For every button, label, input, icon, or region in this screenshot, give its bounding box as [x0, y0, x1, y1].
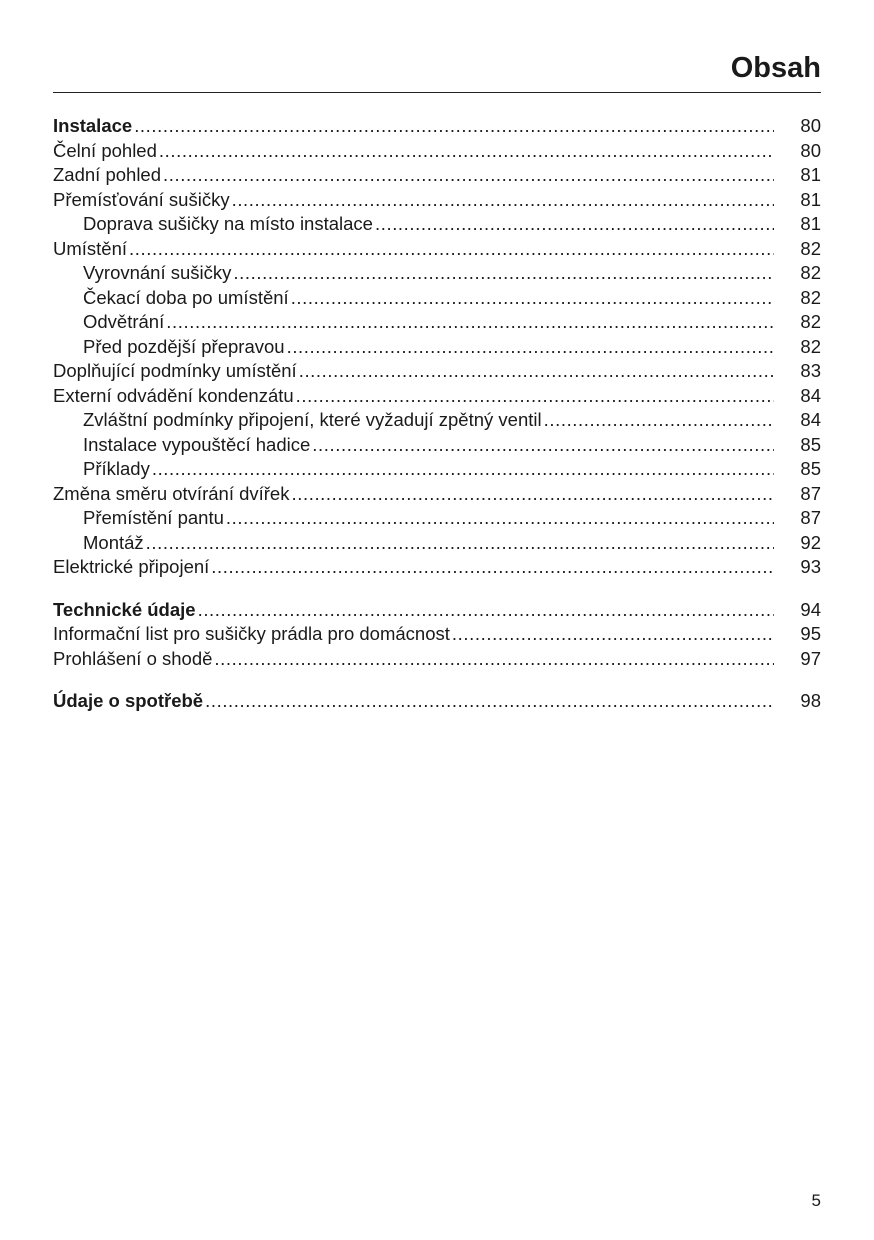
page-number: 5	[811, 1191, 821, 1210]
dot-leader	[134, 114, 774, 139]
toc-entry[interactable]	[53, 237, 821, 262]
dot-leader	[287, 335, 774, 360]
toc-entry-page: 80	[800, 115, 821, 136]
toc-entry-label: Změna směru otvírání dvířek	[53, 482, 290, 504]
toc-entry[interactable]	[53, 408, 821, 433]
toc-entry-label: Vyrovnání sušičky	[83, 262, 232, 283]
dot-leader	[291, 286, 774, 311]
toc-entry-label: Technické údaje	[53, 598, 196, 620]
toc-entry[interactable]	[53, 335, 821, 360]
toc-entry[interactable]	[53, 457, 821, 482]
dot-leader	[312, 433, 774, 458]
toc-entry-page: 82	[800, 335, 821, 357]
toc-entry-label: Přemístění pantu	[83, 507, 224, 528]
dot-leader	[152, 457, 774, 482]
table-of-contents	[53, 114, 821, 714]
dot-leader	[159, 139, 774, 164]
toc-entry-label: Odvětrání	[83, 311, 165, 332]
toc-entry-page: 87	[800, 482, 821, 504]
title-divider	[53, 92, 821, 93]
toc-entry[interactable]	[53, 261, 821, 286]
dot-leader	[232, 188, 774, 213]
toc-entry[interactable]	[53, 384, 821, 409]
dot-leader	[452, 622, 774, 647]
toc-entry[interactable]	[53, 188, 821, 213]
toc-entry[interactable]	[53, 647, 821, 672]
dot-leader	[375, 212, 774, 237]
dot-leader	[296, 384, 774, 409]
toc-entry[interactable]	[53, 310, 821, 335]
toc-entry-label: Umístění	[53, 237, 128, 259]
toc-entry[interactable]	[53, 531, 821, 556]
dot-leader	[211, 555, 774, 580]
toc-entry[interactable]	[53, 598, 821, 623]
toc-entry-page: 84	[800, 409, 821, 430]
toc-entry[interactable]	[53, 433, 821, 458]
dot-leader	[233, 261, 774, 286]
dot-leader	[214, 647, 774, 672]
toc-entry-page: 85	[800, 458, 821, 479]
dot-leader	[146, 531, 774, 556]
dot-leader	[163, 163, 774, 188]
toc-entry-page: 81	[800, 188, 821, 210]
toc-entry-page: 87	[800, 507, 821, 528]
dot-leader	[544, 408, 774, 433]
toc-entry-page: 80	[800, 139, 821, 161]
toc-entry[interactable]	[53, 114, 821, 139]
toc-entry-page: 81	[800, 213, 821, 234]
toc-entry-page: 92	[800, 531, 821, 553]
toc-entry-label: Informační list pro sušičky prádla pro domácnost	[53, 623, 450, 644]
toc-entry-page: 95	[800, 623, 821, 644]
toc-entry[interactable]	[53, 622, 821, 647]
toc-entry[interactable]	[53, 359, 821, 384]
toc-entry-page: 84	[800, 384, 821, 406]
toc-entry-label: Přemísťování sušičky	[53, 188, 230, 210]
dot-leader	[166, 310, 774, 335]
toc-entry-page: 81	[800, 164, 821, 185]
dot-leader	[299, 359, 774, 384]
dot-leader	[198, 598, 774, 623]
toc-entry-label: Před pozdější přepravou	[83, 335, 285, 357]
toc-entry-page: 83	[800, 360, 821, 381]
toc-entry-label: Čekací doba po umístění	[83, 286, 289, 308]
toc-entry-page: 94	[800, 598, 821, 620]
toc-entry-page: 93	[800, 556, 821, 577]
toc-entry-page: 82	[800, 311, 821, 332]
toc-entry-label: Zvláštní podmínky připojení, které vyžadují zpětný ventil	[83, 409, 542, 430]
toc-entry-label: Doprava sušičky na místo instalace	[83, 213, 373, 234]
toc-entry-label: Instalace	[53, 115, 133, 136]
toc-entry-page: 82	[800, 237, 821, 259]
toc-entry-page: 82	[800, 262, 821, 283]
toc-entry[interactable]	[53, 689, 821, 714]
dot-leader	[226, 506, 774, 531]
toc-entry-label: Prohlášení o shodě	[53, 647, 213, 669]
toc-entry-label: Montáž	[83, 531, 144, 553]
toc-entry-label: Zadní pohled	[53, 164, 162, 185]
toc-entry[interactable]	[53, 555, 821, 580]
toc-entry-page: 85	[800, 433, 821, 455]
toc-entry[interactable]	[53, 286, 821, 311]
toc-entry-label: Údaje o spotřebě	[53, 690, 204, 711]
toc-entry-page: 82	[800, 286, 821, 308]
dot-leader	[205, 689, 774, 714]
toc-entry-label: Externí odvádění kondenzátu	[53, 384, 294, 406]
toc-entry-page: 98	[800, 690, 821, 711]
toc-entry-label: Doplňující podmínky umístění	[53, 360, 297, 381]
toc-entry[interactable]	[53, 212, 821, 237]
toc-entry-label: Čelní pohled	[53, 139, 157, 161]
toc-entry-label: Příklady	[83, 458, 150, 479]
toc-entry[interactable]	[53, 139, 821, 164]
toc-entry-label: Elektrické připojení	[53, 556, 210, 577]
dot-leader	[129, 237, 774, 262]
toc-entry[interactable]	[53, 506, 821, 531]
toc-entry-page: 97	[800, 647, 821, 669]
toc-entry[interactable]	[53, 163, 821, 188]
dot-leader	[291, 482, 774, 507]
toc-entry-label: Instalace vypouštěcí hadice	[83, 433, 311, 455]
toc-entry[interactable]	[53, 482, 821, 507]
page-title: Obsah	[730, 52, 821, 84]
